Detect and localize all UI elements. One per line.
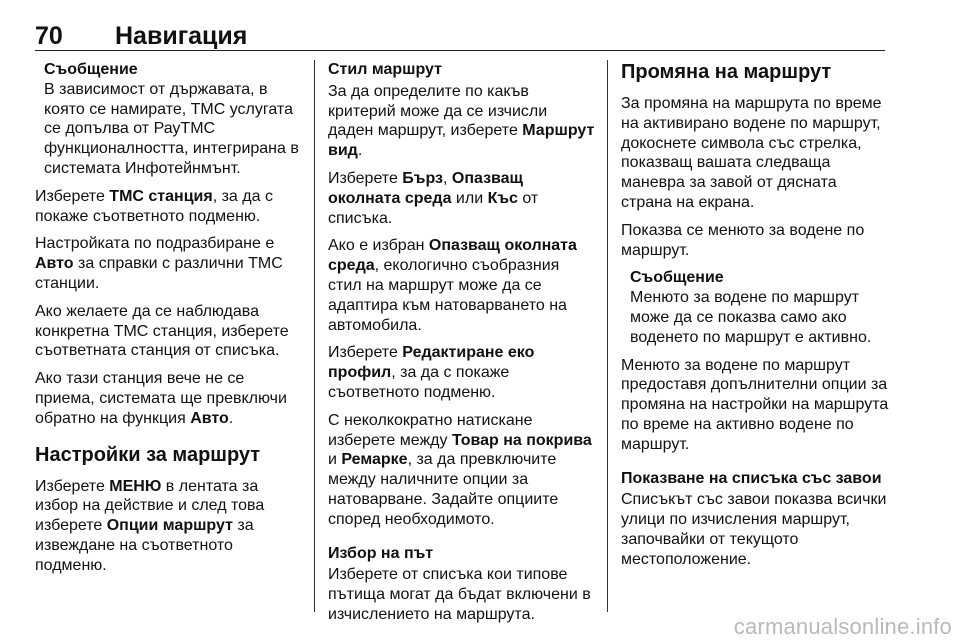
subheading: Избор на път	[328, 544, 434, 562]
column-1	[35, 60, 303, 584]
paragraph: Ако желаете да се наблюдава конкретна ТМС станция, изберете съответната станция от списъка.	[35, 302, 289, 360]
note-title: Съобщение	[630, 269, 724, 287]
note-box	[35, 60, 303, 179]
paragraph: Настройката по подразбиране е Авто за справки с различни ТМС станции.	[35, 235, 283, 292]
paragraph: Изберете от списъка кои типове пътища могат да бъдат включени в изчислението на маршрута.	[328, 566, 591, 623]
paragraph: Менюто за водене по маршрут предоставя допълнителни опции за промяна на настройки на маршрута по време на активно водене по маршрут.	[621, 356, 889, 453]
page-number: 70	[35, 22, 63, 50]
paragraph: С неколкократно натискане изберете между Товар на покрива и Ремарке, за да превключите между наличните опции за натоварване. Задайте опциите според необходимото.	[328, 411, 592, 528]
paragraph: Списъкът със завои показва всички улици по изчисления маршрут, започвайки от текущото местоположение.	[621, 491, 887, 568]
paragraph: Изберете ТМС станция, за да с покаже съответното подменю.	[35, 187, 273, 225]
note-box	[621, 268, 889, 347]
paragraph: Ако е избран Опазващ околната среда, екологично съобразния стил на маршрут може да се адаптира към натоварването на автомобила.	[328, 237, 577, 334]
page-title: Навигация	[115, 22, 248, 50]
paragraph: Изберете Бърз, Опазващ околната среда или Къс от списъка.	[328, 169, 539, 227]
page-header	[35, 8, 885, 51]
note-text: Менюто за водене по маршрут може да се показва само ако воденето по маршрут е активно.	[630, 289, 872, 346]
note-text: В зависимост от държавата, в която се намирате, ТМС услугата се допълва от РауТМС функционалността, интегрирана в системата Инфотейнмънт.	[44, 80, 299, 177]
column-divider	[607, 60, 608, 612]
paragraph: Изберете Редактиране еко профил, за да с покаже съответното подменю.	[328, 344, 535, 401]
watermark: carmanualsonline.info	[733, 614, 952, 639]
paragraph: Изберете МЕНЮ в лентата за избор на действие и след това изберете Опции маршрут за извеждане на съответното подменю.	[35, 477, 265, 574]
section-heading: Промяна на маршрут	[621, 61, 832, 83]
column-3	[621, 60, 889, 578]
note-title: Съобщение	[44, 61, 138, 78]
column-divider	[314, 60, 315, 612]
paragraph: Показва се менюто за водене по маршрут.	[621, 221, 865, 259]
subheading: Стил маршрут	[328, 61, 442, 78]
section-heading: Настройки за маршрут	[35, 443, 261, 466]
column-2	[328, 60, 596, 633]
paragraph: За да определите по какъв критерий може да се изчисли даден маршрут, изберете Маршрут вид.	[328, 82, 595, 160]
paragraph: Ако тази станция вече не се приема, системата ще превключи обратно на функция Авто.	[35, 370, 287, 427]
paragraph: За промяна на маршрута по време на активирано водене по маршрут, докоснете символа със стрелка, показващ вашата следваща маневра за завой от дясната страна на екрана.	[621, 95, 882, 211]
subheading: Показване на списъка със завои	[621, 469, 882, 487]
